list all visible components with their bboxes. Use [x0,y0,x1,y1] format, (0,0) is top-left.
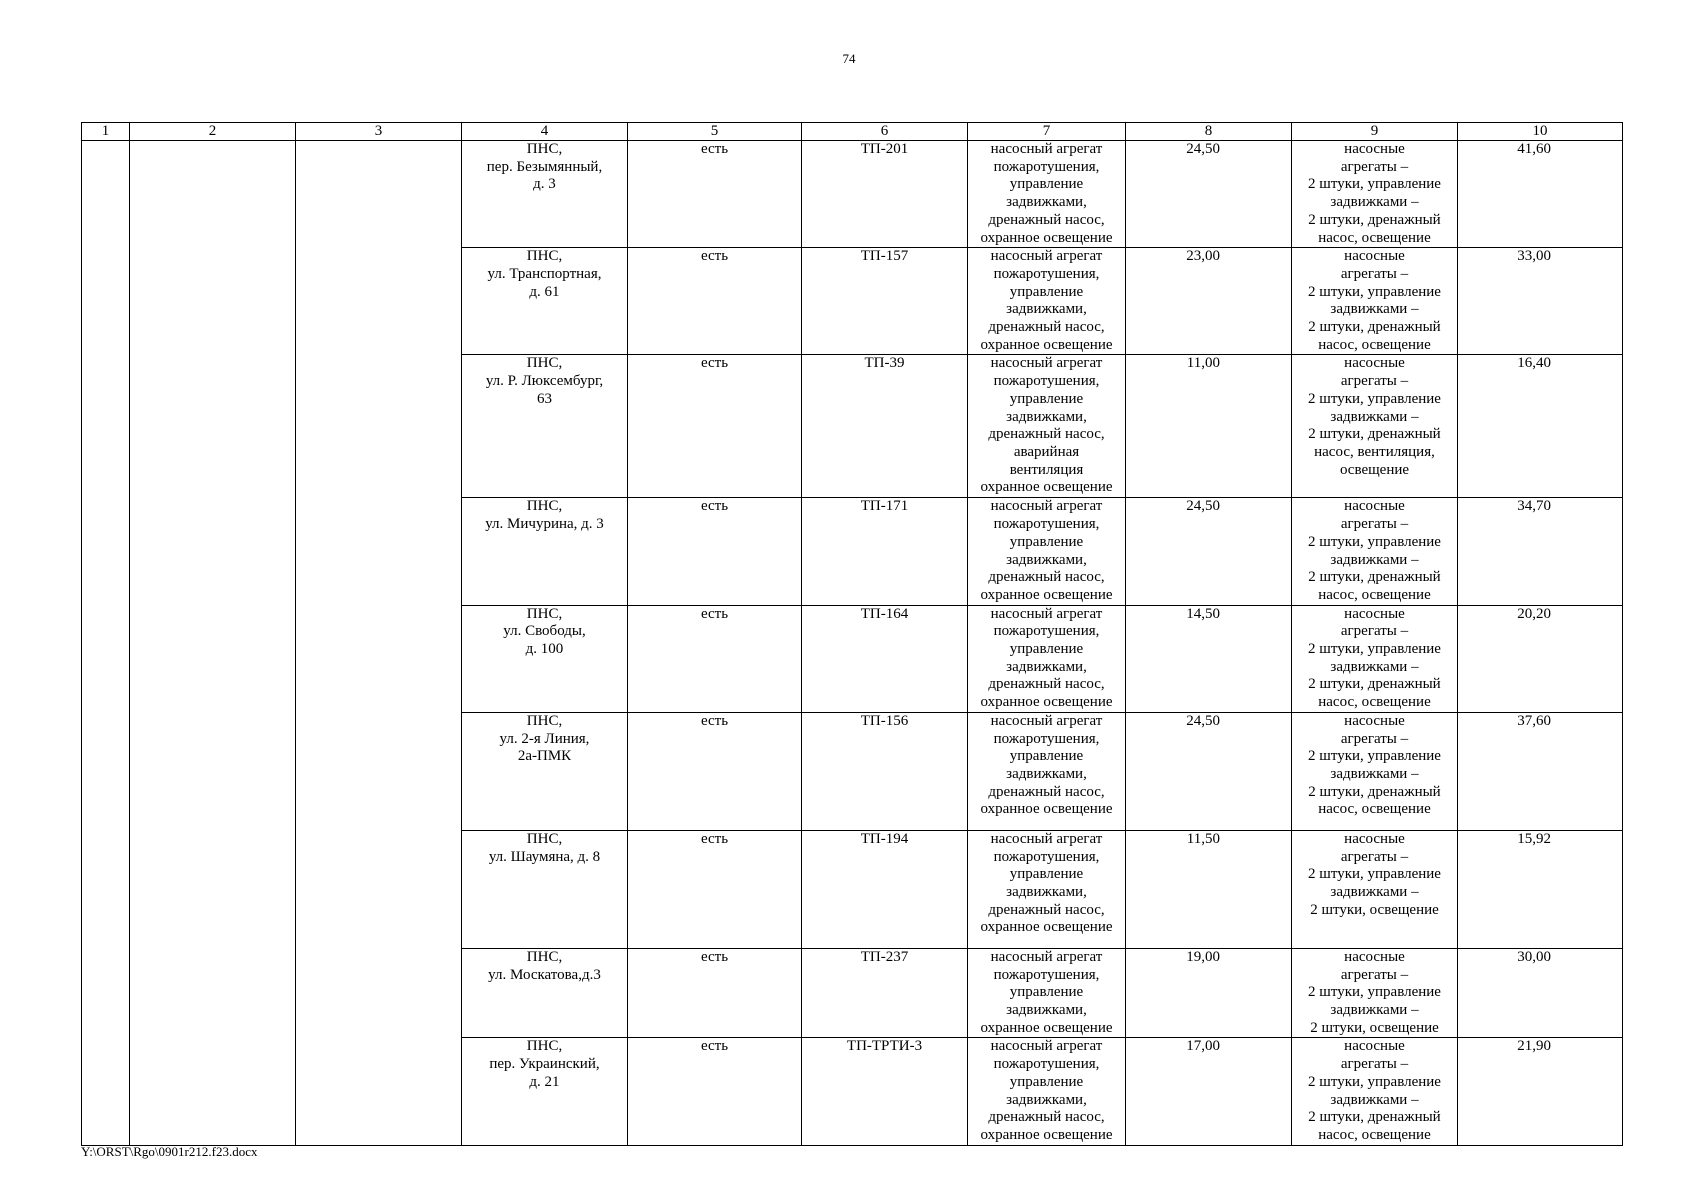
column-header-3: 3 [296,123,462,141]
cell-value1: 17,00 [1126,1038,1292,1145]
cell-substation: ТП-171 [802,498,968,605]
cell-value2: 21,90 [1458,1038,1623,1145]
cell-value2: 16,40 [1458,355,1623,498]
cell-substation: ТП-39 [802,355,968,498]
cell-value2: 33,00 [1458,248,1623,355]
cell-equipment: насосные агрегаты – 2 штуки, управление задвижками – 2 штуки, дренажный насос, освещение [1292,498,1458,605]
cell-equipment: насосные агрегаты – 2 штуки, управление задвижками – 2 штуки, дренажный насос, освещение [1292,712,1458,830]
cell-availability: есть [628,830,802,948]
column-header-10: 10 [1458,123,1623,141]
cell-substation: ТП-194 [802,830,968,948]
cell-consumers: насосный агрегат пожаротушения, управление задвижками, дренажный насос, охранное освещение [968,1038,1126,1145]
cell-value1: 19,00 [1126,948,1292,1038]
cell-availability: есть [628,141,802,248]
cell-availability: есть [628,1038,802,1145]
cell-object: ПНС, пер. Украинский, д. 21 [462,1038,628,1145]
cell-value2: 34,70 [1458,498,1623,605]
cell-value1: 24,50 [1126,141,1292,248]
cell-substation: ТП-201 [802,141,968,248]
cell-col3-merged [296,141,462,1146]
cell-object: ПНС, ул. Шаумяна, д. 8 [462,830,628,948]
cell-col2-merged [130,141,296,1146]
cell-object: ПНС, ул. Мичурина, д. 3 [462,498,628,605]
cell-equipment: насосные агрегаты – 2 штуки, управление задвижками – 2 штуки, дренажный насос, вентиляция, освещение [1292,355,1458,498]
cell-value2: 41,60 [1458,141,1623,248]
data-table [81,122,1623,1146]
column-header-7: 7 [968,123,1126,141]
cell-object: ПНС, ул. Свободы, д. 100 [462,605,628,712]
cell-substation: ТП-237 [802,948,968,1038]
cell-consumers: насосный агрегат пожаротушения, управление задвижками, дренажный насос, охранное освещение [968,830,1126,948]
cell-availability: есть [628,498,802,605]
column-header-2: 2 [130,123,296,141]
column-header-8: 8 [1126,123,1292,141]
cell-value2: 30,00 [1458,948,1623,1038]
cell-consumers: насосный агрегат пожаротушения, управление задвижками, дренажный насос, охранное освещение [968,141,1126,248]
cell-substation: ТП-157 [802,248,968,355]
cell-equipment: насосные агрегаты – 2 штуки, управление задвижками – 2 штуки, дренажный насос, освещение [1292,248,1458,355]
cell-equipment: насосные агрегаты – 2 штуки, управление задвижками – 2 штуки, освещение [1292,830,1458,948]
column-header-5: 5 [628,123,802,141]
header-row [82,123,1623,141]
cell-consumers: насосный агрегат пожаротушения, управление задвижками, охранное освещение [968,948,1126,1038]
cell-value1: 11,00 [1126,355,1292,498]
cell-equipment: насосные агрегаты – 2 штуки, управление задвижками – 2 штуки, освещение [1292,948,1458,1038]
cell-object: ПНС, ул. Транспортная, д. 61 [462,248,628,355]
cell-value2: 20,20 [1458,605,1623,712]
cell-value1: 23,00 [1126,248,1292,355]
cell-object: ПНС, ул. Москатова,д.3 [462,948,628,1038]
cell-availability: есть [628,248,802,355]
cell-equipment: насосные агрегаты – 2 штуки, управление задвижками – 2 штуки, дренажный насос, освещение [1292,1038,1458,1145]
cell-substation: ТП-164 [802,605,968,712]
cell-value2: 15,92 [1458,830,1623,948]
cell-value1: 14,50 [1126,605,1292,712]
column-header-6: 6 [802,123,968,141]
cell-availability: есть [628,712,802,830]
cell-value1: 24,50 [1126,498,1292,605]
cell-object: ПНС, ул. 2-я Линия, 2а-ПМК [462,712,628,830]
cell-availability: есть [628,355,802,498]
column-header-9: 9 [1292,123,1458,141]
cell-consumers: насосный агрегат пожаротушения, управление задвижками, дренажный насос, охранное освещение [968,248,1126,355]
cell-value1: 24,50 [1126,712,1292,830]
cell-equipment: насосные агрегаты – 2 штуки, управление задвижками – 2 штуки, дренажный насос, освещение [1292,605,1458,712]
cell-consumers: насосный агрегат пожаротушения, управление задвижками, дренажный насос, аварийная вентиляция охранное освещение [968,355,1126,498]
cell-availability: есть [628,948,802,1038]
cell-object: ПНС, пер. Безымянный, д. 3 [462,141,628,248]
cell-consumers: насосный агрегат пожаротушения, управление задвижками, дренажный насос, охранное освещение [968,712,1126,830]
cell-value1: 11,50 [1126,830,1292,948]
cell-consumers: насосный агрегат пожаротушения, управление задвижками, дренажный насос, охранное освещение [968,605,1126,712]
cell-substation: ТП-ТРТИ-3 [802,1038,968,1145]
column-header-4: 4 [462,123,628,141]
table-row [82,141,1623,248]
cell-col1-merged [82,141,130,1146]
cell-value2: 37,60 [1458,712,1623,830]
page-number: 74 [842,51,856,66]
cell-substation: ТП-156 [802,712,968,830]
column-header-1: 1 [82,123,130,141]
cell-availability: есть [628,605,802,712]
footer-file-path: Y:\ORST\Rgo\0901r212.f23.docx [81,1144,258,1159]
cell-consumers: насосный агрегат пожаротушения, управление задвижками, дренажный насос, охранное освещение [968,498,1126,605]
cell-object: ПНС, ул. Р. Люксембург, 63 [462,355,628,498]
cell-equipment: насосные агрегаты – 2 штуки, управление задвижками – 2 штуки, дренажный насос, освещение [1292,141,1458,248]
